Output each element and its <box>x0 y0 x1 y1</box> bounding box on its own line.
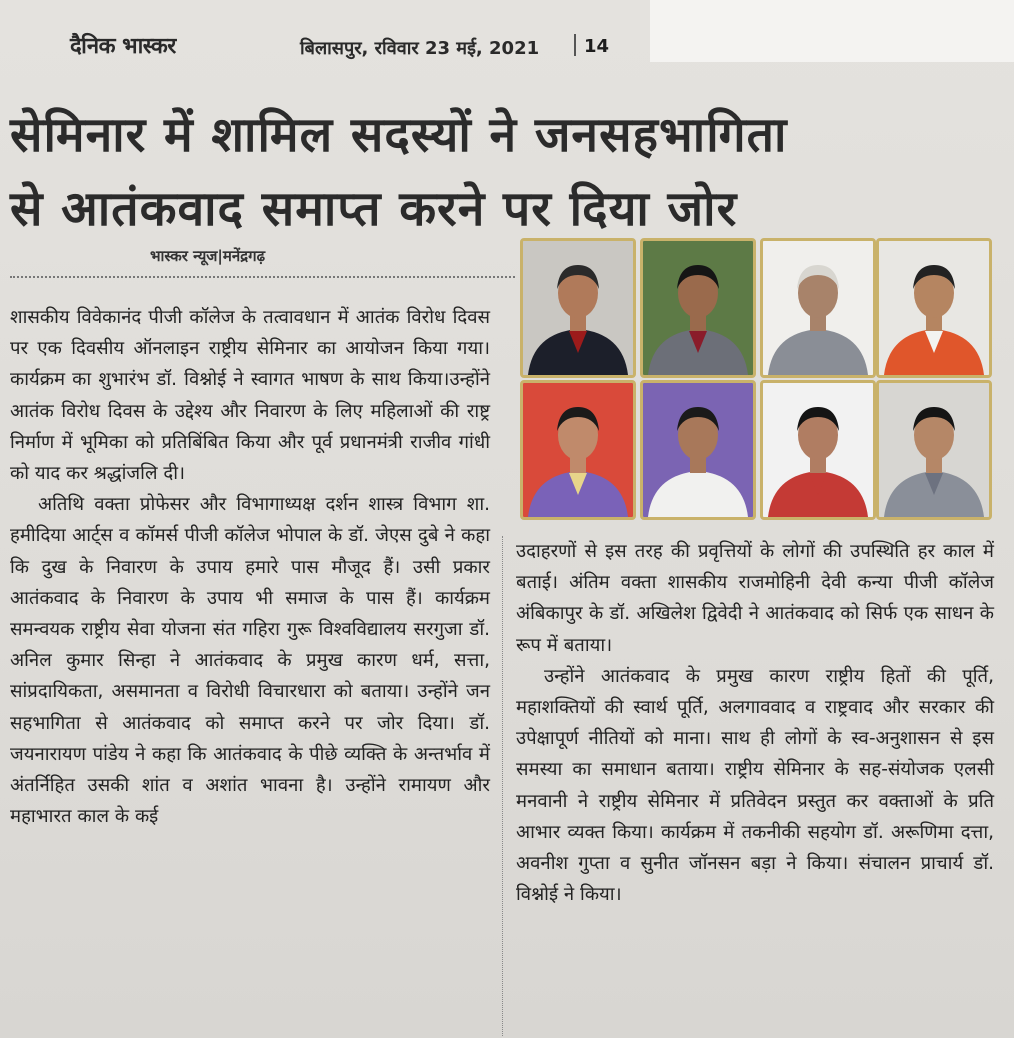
speaker-photo-grid <box>520 238 990 524</box>
headline-line-2: से आतंकवाद समाप्त करने पर दिया जोर <box>10 181 738 237</box>
article-column-left <box>10 302 490 832</box>
paragraph: उदाहरणों से इस तरह की प्रवृत्तियों के लोगों की उपस्थिति हर काल में बताई। अंतिम वक्ता शासकीय राजमोहिनी देवी कन्या पीजी कॉलेज अंबिकापुर के डॉ. अखिलेश द्विवेदी ने आतंकवाद को सिर्फ एक साधन के रूप में बताया। <box>516 541 994 656</box>
speaker-photo <box>876 238 992 378</box>
speaker-photo <box>640 238 756 378</box>
byline: भास्कर न्यूज|मनेंद्रगढ़ <box>150 247 266 265</box>
speaker-photo <box>520 238 636 378</box>
article-column-right <box>516 536 994 910</box>
speaker-photo <box>876 380 992 520</box>
masthead-divider <box>574 34 576 56</box>
masthead <box>0 12 650 72</box>
speaker-photo <box>760 380 876 520</box>
speaker-photo <box>760 238 876 378</box>
paragraph: उन्होंने आतंकवाद के प्रमुख कारण राष्ट्रीय हितों की पूर्ति, महाशक्तियों की स्वार्थ पूर्ति, अलगाववाद व राष्ट्रवाद और सरकार की उपेक्षापूर्ण नीतियों को माना। साथ ही लोगों के स्व-अनुशासन से इस समस्या का समाधान बताया। राष्ट्रीय सेमिनार के सह-संयोजक एलसी मनवानी ने राष्ट्रीय सेमिनार में प्रतिवेदन प्रस्तुत कर वक्ताओं के प्रति आभार व्यक्त किया। कार्यक्रम में तकनीकी सहयोग डॉ. अरूणिमा दत्ता, अवनीश गुप्ता व सुनीत जॉनसन बड़ा ने किया। संचालन प्राचार्य डॉ. विश्नोई ने किया। <box>516 665 994 906</box>
article-headline <box>10 98 1000 246</box>
page-edge <box>650 0 1014 62</box>
page-number: 14 <box>584 36 610 57</box>
byline-rule <box>10 276 515 278</box>
paper-name: दैनिक भास्कर <box>70 34 176 59</box>
speaker-photo <box>640 380 756 520</box>
speaker-photo <box>520 380 636 520</box>
column-divider <box>502 536 503 1036</box>
paragraph: शासकीय विवेकानंद पीजी कॉलेज के तत्वावधान में आतंक विरोध दिवस पर एक दिवसीय ऑनलाइन राष्ट्रीय सेमिनार का आयोजन किया गया। कार्यक्रम का शुभारंभ डॉ. विश्नोई ने स्वागत भाषण के साथ किया।उन्होंने आतंक विरोध दिवस के उद्देश्य और निवारण के लिए महिलाओं की राष्ट्र निर्माण में भूमिका को प्रतिबिंबित किया और पूर्व प्रधानमंत्री राजीव गांधी को याद कर श्रद्धांजलि दी। <box>10 307 490 485</box>
dateline: बिलासपुर, रविवार 23 मई, 2021 <box>300 38 540 59</box>
paragraph: अतिथि वक्ता प्रोफेसर और विभागाध्यक्ष दर्शन शास्त्र विभाग शा. हमीदिया आर्ट्स व कॉमर्स पीजी कॉलेज भोपाल के डॉ. जेएस दुबे ने कहा कि दुख के निवारण के उपाय हमारे पास मौजूद हैं। उसी प्रकार आतंकवाद के निवारण के उपाय भी समाज के पास हैं। कार्यक्रम समन्वयक राष्ट्रीय सेवा योजना संत गहिरा गुरू विश्वविद्यालय सरगुजा डॉ. अनिल कुमार सिन्हा ने आतंकवाद के प्रमुख कारण धर्म, सत्ता, सांप्रदायिकता, असमानता व विरोधी विचारधारा को बताया। उन्होंने जन सहभागिता से आतंकवाद को समाप्त करने पर जोर दिया। डॉ. जयनारायण पांडेय ने कहा कि आतंकवाद के पीछे व्यक्ति के अन्तर्भाव में अंतर्निहित उसकी शांत व अशांत भावना है। उन्होंने रामायण और महाभारत काल के कई <box>10 494 490 828</box>
headline-line-1: सेमिनार में शामिल सदस्यों ने जनसहभागिता <box>10 107 788 163</box>
